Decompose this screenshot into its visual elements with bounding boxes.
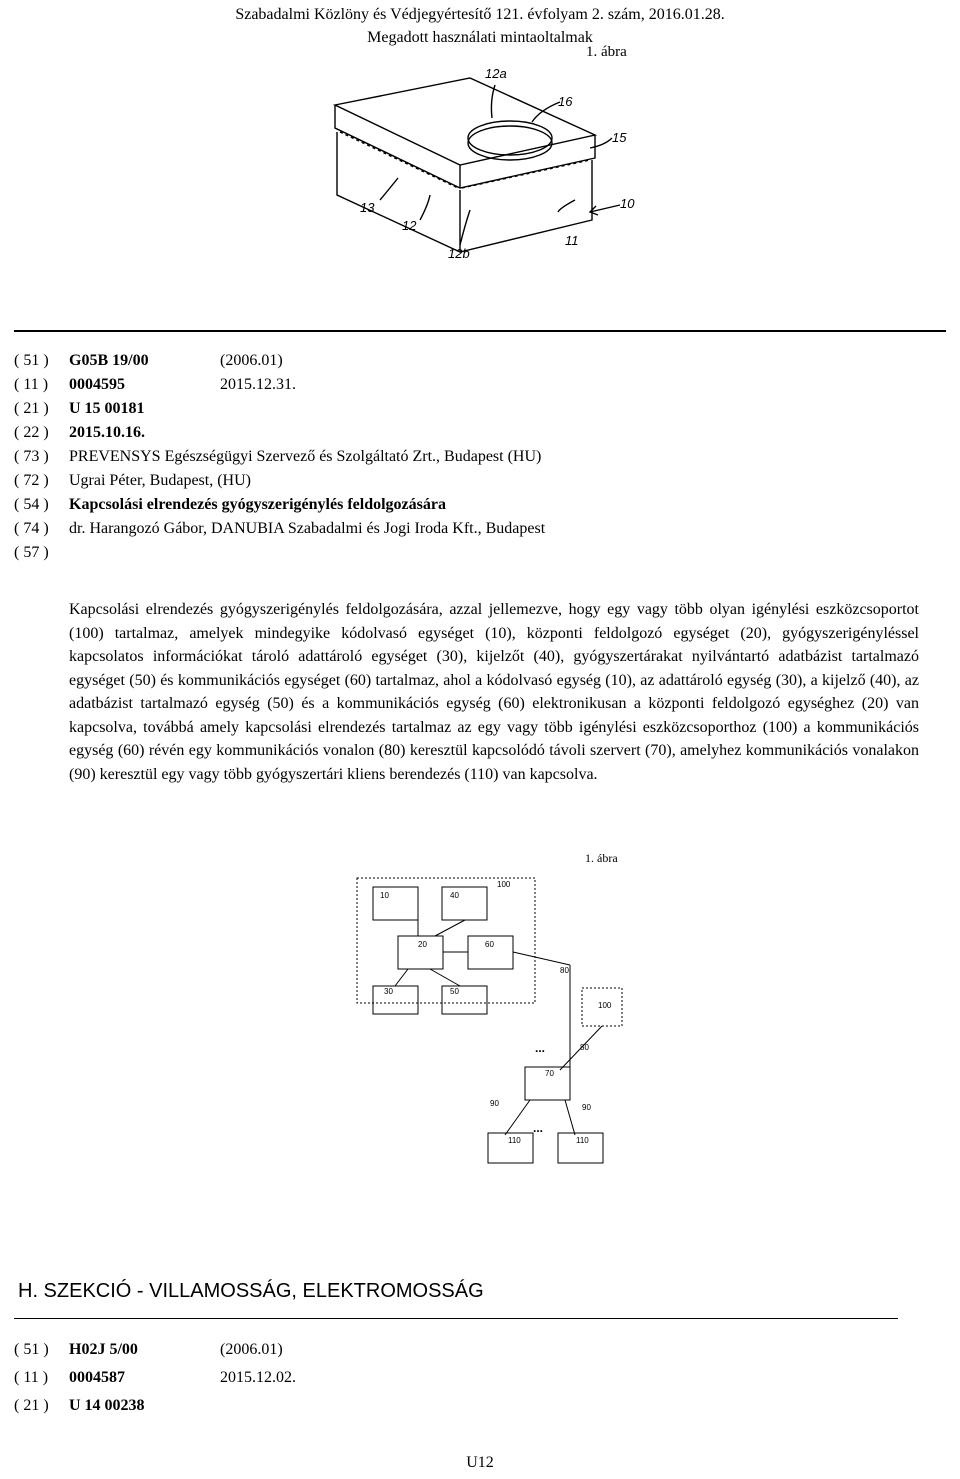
registration-date: 2015.12.02.: [220, 1369, 296, 1386]
label-80-b: 80: [580, 1043, 589, 1052]
field-54: [14, 496, 446, 514]
field-11: [14, 376, 296, 394]
separator-rule: [14, 330, 946, 332]
field-57: [14, 544, 49, 562]
diagram-caption: 1. ábra: [585, 851, 618, 865]
ellipsis-bottom: ...: [533, 1121, 544, 1135]
label-70: 70: [545, 1069, 554, 1078]
section-heading: H. SZEKCIÓ - VILLAMOSSÁG, ELEKTROMOSSÁG: [18, 1280, 484, 1302]
box-40: [442, 887, 487, 920]
label-10: 10: [380, 891, 389, 900]
field-72: [14, 472, 251, 490]
label-100b: 100: [598, 1001, 612, 1010]
label-11: 11: [565, 233, 579, 248]
section-subtitle: Megadott használati mintaoltalmak: [367, 29, 593, 46]
box-sketch-figure: [320, 60, 650, 270]
registration-number: 0004595: [69, 376, 125, 393]
field-21-record2: [14, 1397, 145, 1415]
ellipsis-top: ...: [535, 1041, 546, 1055]
page-number: U12: [466, 1454, 494, 1471]
inid-code: ( 74 ): [14, 520, 49, 537]
inid-code: ( 22 ): [14, 424, 49, 441]
field-11-record2: [14, 1369, 296, 1387]
ipc-version: (2006.01): [220, 352, 283, 369]
registration-date: 2015.12.31.: [220, 376, 296, 393]
inid-code: ( 57 ): [14, 544, 49, 561]
inid-code: ( 11 ): [14, 1369, 49, 1386]
abstract: [69, 598, 919, 786]
label-30: 30: [384, 987, 393, 996]
label-110-left: 110: [508, 1136, 521, 1145]
application-number: U 15 00181: [69, 400, 145, 417]
ipc-version: (2006.01): [220, 1341, 283, 1358]
journal-title: Szabadalmi Közlöny és Védjegyértesítő 121. évfolyam 2. szám, 2016.01.28.: [235, 6, 725, 23]
label-90-right: 90: [582, 1103, 591, 1112]
label-50: 50: [450, 987, 459, 996]
inid-code: ( 73 ): [14, 448, 49, 465]
inid-code: ( 21 ): [14, 400, 49, 417]
field-21: [14, 400, 145, 418]
label-15: 15: [612, 130, 627, 145]
field-51: [14, 352, 283, 370]
registration-number: 0004587: [69, 1369, 125, 1386]
label-80-top: 80: [560, 966, 569, 975]
inid-code: ( 72 ): [14, 472, 49, 489]
application-number: U 14 00238: [69, 1397, 145, 1414]
label-110-right: 110: [576, 1136, 589, 1145]
label-100: 100: [497, 880, 511, 889]
inventor: Ugrai Péter, Budapest, (HU): [69, 472, 251, 489]
label-10: 10: [620, 196, 635, 211]
field-74: [14, 520, 546, 538]
figure-caption-top: 1. ábra: [586, 44, 627, 60]
representative: dr. Harangozó Gábor, DANUBIA Szabadalmi és Jogi Iroda Kft., Budapest: [69, 520, 546, 537]
utility-model-title: Kapcsolási elrendezés gyógyszerigénylés feldolgozására: [69, 496, 446, 513]
label-20: 20: [418, 940, 427, 949]
field-22: [14, 424, 145, 442]
owner: PREVENSYS Egészségügyi Szervező és Szolgáltató Zrt., Budapest (HU): [69, 448, 542, 465]
label-16: 16: [558, 94, 573, 109]
inid-code: ( 51 ): [14, 352, 49, 369]
box-30: [373, 986, 418, 1014]
label-13: 13: [360, 200, 375, 215]
abstract-text: Kapcsolási elrendezés gyógyszerigénylés feldolgozására, azzal jellemezve, hogy egy vagy több olyan igénylési eszközcsoportot (100) tartalmaz, amelyek mindegyike kódolvasó egységet (10), központi feldolgozó egységet (20), gyógyszerigényléssel kapcsolatos információkat tároló adattároló egységet (30), kijelzőt (40), gyógyszertárakat nyilvántartó adatbázist tartalmazó egységet (50) és kommunikációs egységet (60) tartalmaz, ahol a kódolvasó egység (10), az adattároló egység (30), a kijelző (40), az adatbázist tartalmazó egység (50) és a kommunikációs egység (60) elektronikusan a központi feldolgozó egységhez (20) van kapcsolva, továbbá amely kapcsolási elrendezés tartalmaz az egy vagy több igénylési eszközcsoporthoz (100) a kommunikációs egység (60) révén egy kommunikációs vonalon (80) keresztül kapcsolódó távoli szervert (70), amelyhez kommunikációs vonalakon (90) keresztül egy vagy több gyógyszertári kliens berendezés (110) van kapcsolva.: [69, 601, 919, 783]
field-51-record2: [14, 1341, 283, 1359]
label-12b: 12b: [448, 246, 470, 261]
label-40: 40: [450, 891, 459, 900]
filing-date: 2015.10.16.: [69, 424, 145, 441]
ipc-class: H02J 5/00: [69, 1341, 138, 1358]
label-90-left: 90: [490, 1099, 499, 1108]
block-diagram: [340, 870, 640, 1170]
label-12a: 12a: [485, 66, 507, 81]
inid-code: ( 21 ): [14, 1397, 49, 1414]
box-50: [442, 986, 487, 1014]
label-12: 12: [402, 218, 417, 233]
section-rule: [14, 1318, 898, 1319]
ipc-class: G05B 19/00: [69, 352, 149, 369]
inid-code: ( 51 ): [14, 1341, 49, 1358]
inid-code: ( 11 ): [14, 376, 49, 393]
field-73: [14, 448, 542, 466]
inid-code: ( 54 ): [14, 496, 49, 513]
label-60: 60: [485, 940, 494, 949]
